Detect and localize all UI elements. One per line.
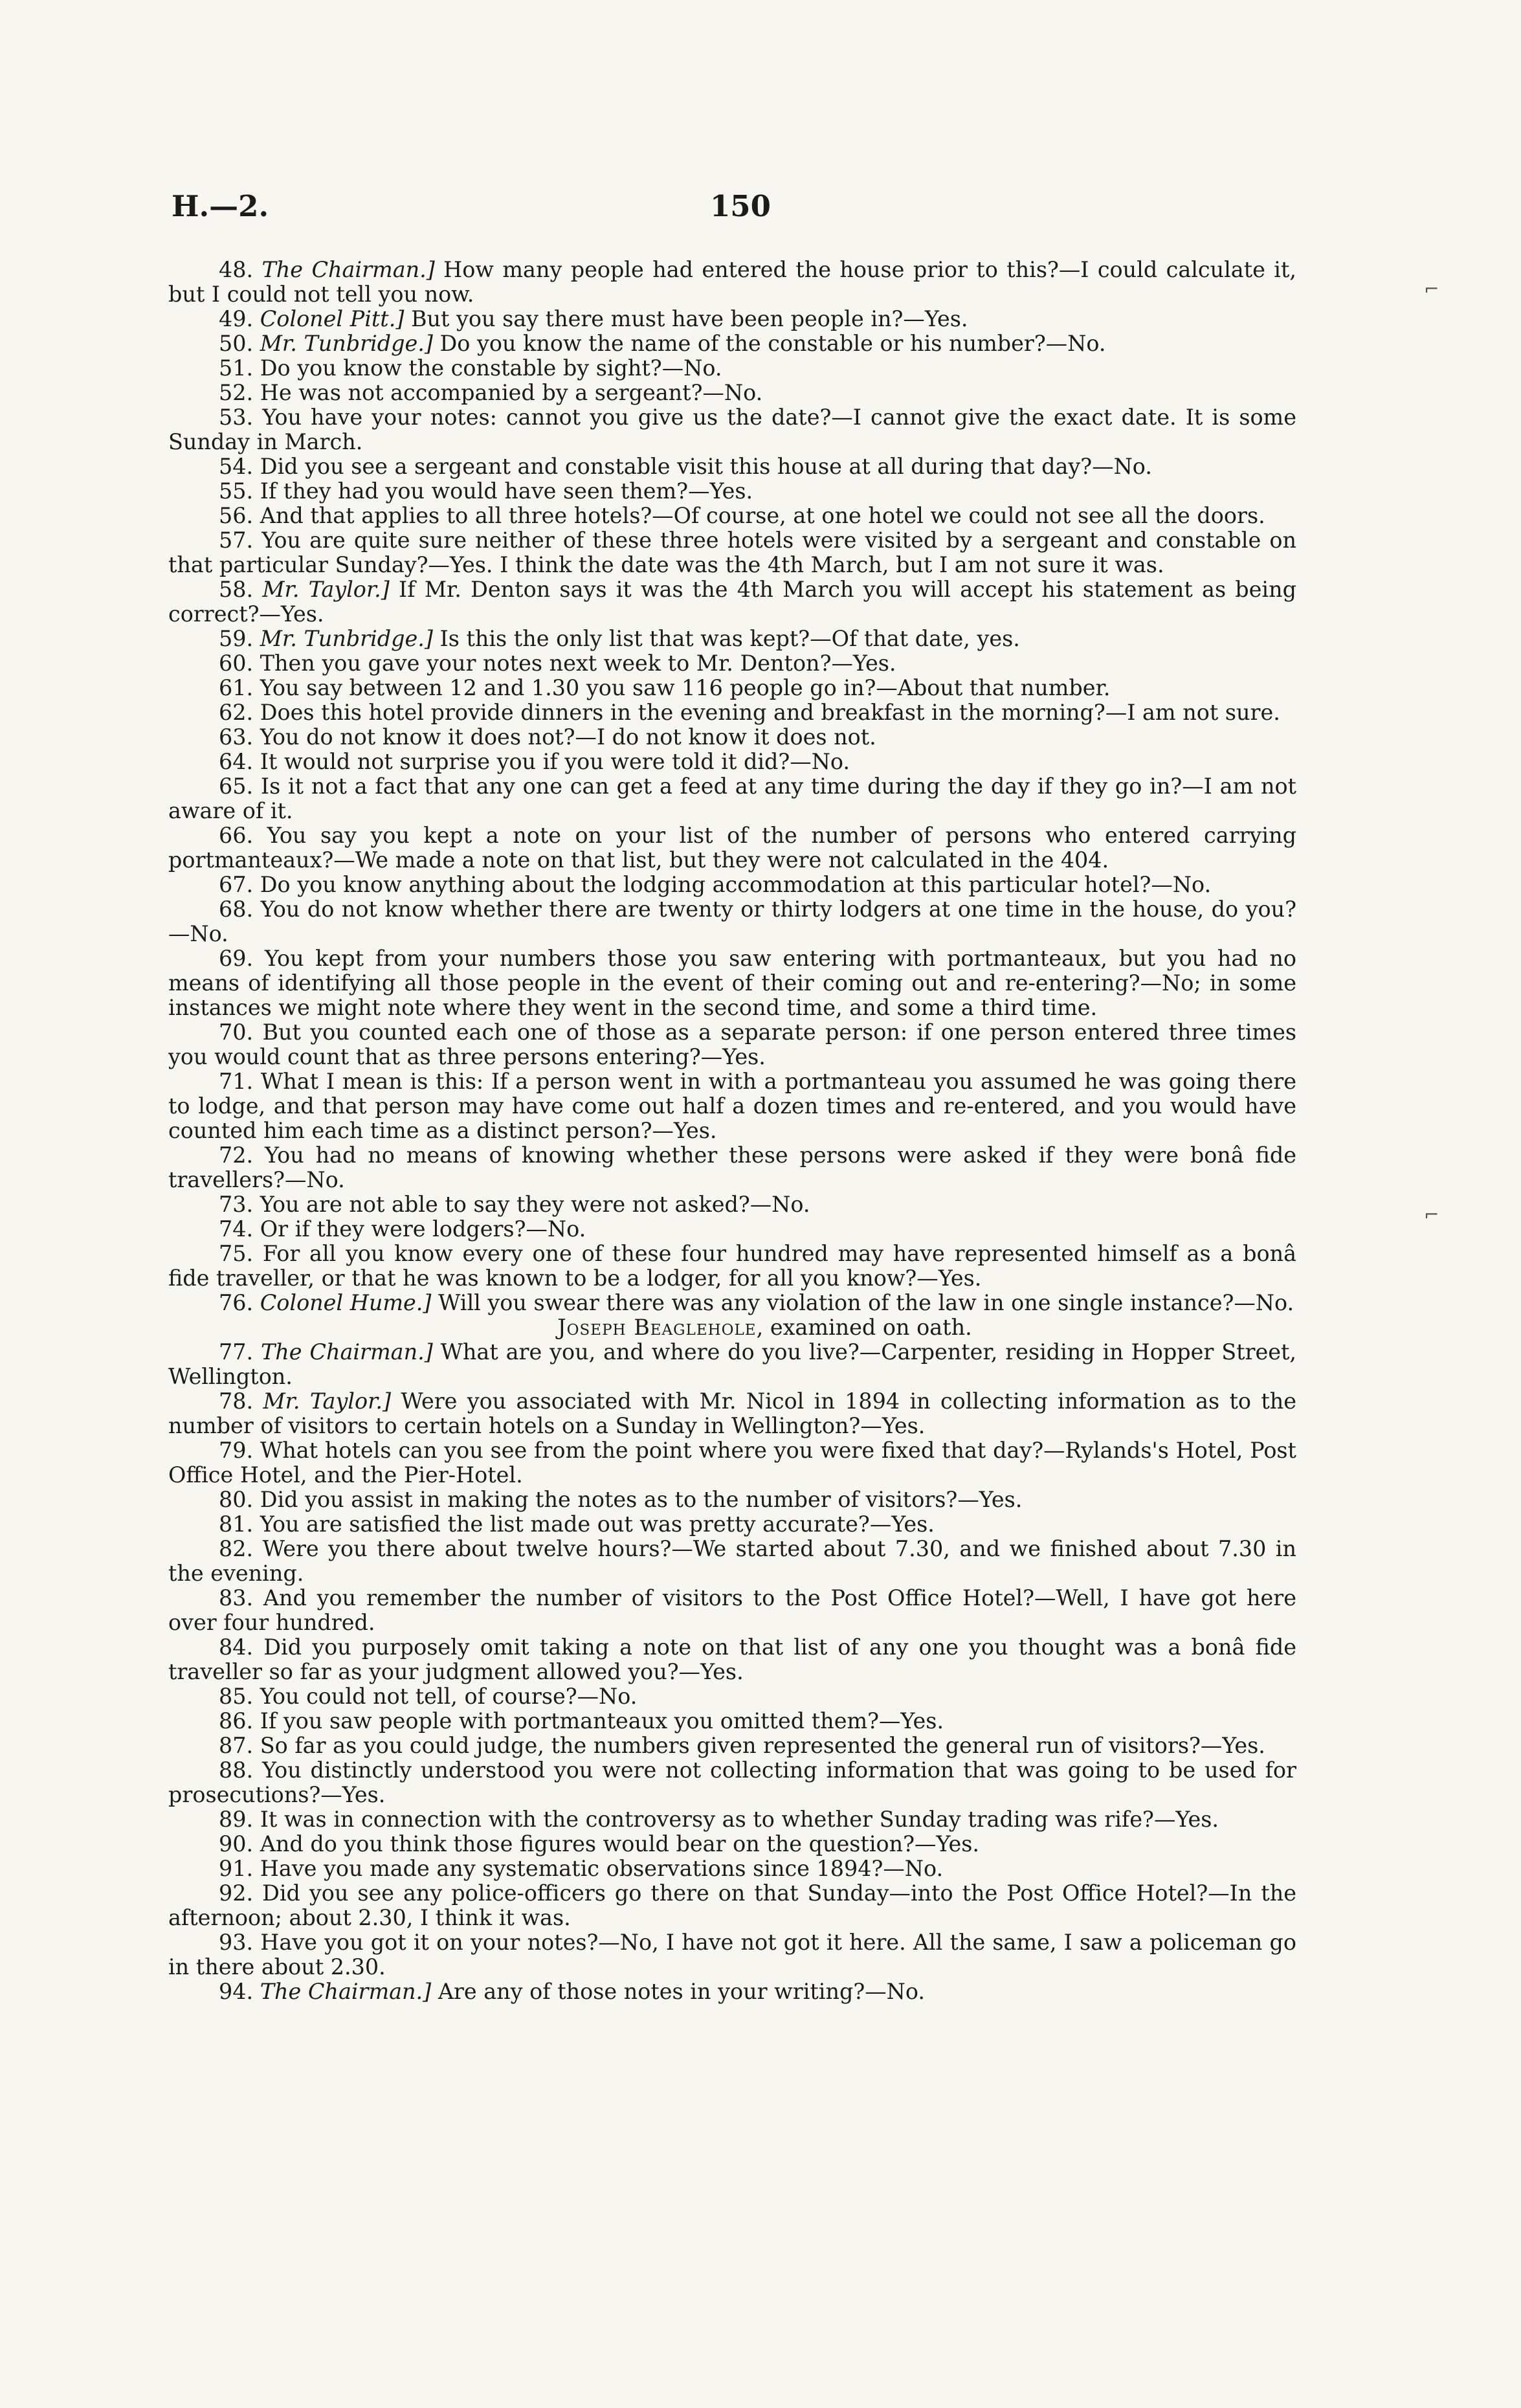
question-number: 77.	[219, 1339, 254, 1365]
question-text: Or if they were lodgers?—No.	[260, 1216, 586, 1242]
question-text: Do you know the name of the constable or his number?—No.	[432, 331, 1106, 356]
question-number: 53.	[219, 405, 254, 430]
question-answer	[168, 1856, 1296, 1881]
question-number: 48.	[219, 257, 254, 282]
question-text: You do not know whether there are twenty or thirty lodgers at one time in the house, do you?—No.	[168, 897, 1296, 946]
question-answer	[168, 331, 1296, 356]
question-text: Then you gave your notes next week to Mr. Denton?—Yes.	[260, 651, 896, 676]
question-answer	[168, 700, 1296, 725]
question-number: 50.	[219, 331, 254, 356]
speaker-name: The Chairman.]	[261, 257, 435, 282]
question-answer	[168, 479, 1296, 504]
question-text: Did you assist in making the notes as to the number of visitors?—Yes.	[260, 1487, 1023, 1512]
question-number: 58.	[219, 577, 254, 602]
question-answer	[168, 651, 1296, 676]
question-text: Is it not a fact that any one can get a feed at any time during the day if they go in?—I am not aware of it.	[168, 774, 1296, 823]
question-answer	[168, 627, 1296, 651]
question-number: 83.	[219, 1585, 254, 1611]
question-text: If they had you would have seen them?—Yes.	[260, 478, 753, 504]
question-text: It was in connection with the controversy as to whether Sunday trading was rife?—Yes.	[260, 1807, 1219, 1832]
question-number: 68.	[219, 897, 254, 922]
question-number: 93.	[219, 1930, 254, 1955]
questions-list	[168, 1340, 1296, 2004]
questions-list	[168, 258, 1296, 1315]
question-text: You are quite sure neither of these three hotels were visited by a sergeant and constable on that particular Sunday?—Yes. I think the date was the 4th March, but I am not sure it was.	[168, 528, 1296, 577]
question-number: 81.	[219, 1511, 254, 1537]
question-number: 70.	[219, 1020, 254, 1045]
question-number: 94.	[219, 1979, 254, 2004]
question-answer	[168, 873, 1296, 897]
question-text: You distinctly understood you were not collecting information that was going to be used for prosecutions?—Yes.	[168, 1757, 1296, 1807]
witness-heading-suffix: , examined on oath.	[756, 1315, 972, 1340]
question-text: Did you see any police-officers go there on that Sunday—into the Post Office Hotel?—In the afternoon; about 2.30, I think it was.	[168, 1880, 1296, 1930]
page-number: 150	[710, 189, 771, 223]
question-answer	[168, 1758, 1296, 1807]
question-number: 90.	[219, 1831, 254, 1856]
question-text: And you remember the number of visitors to the Post Office Hotel?—Well, I have got here over four hundred.	[168, 1585, 1296, 1635]
question-text: Did you see a sergeant and constable visit this house at all during that day?—No.	[260, 454, 1152, 479]
speaker-name: The Chairman.]	[261, 1339, 433, 1365]
question-number: 67.	[219, 872, 254, 897]
question-text: Do you know the constable by sight?—No.	[260, 355, 722, 381]
question-answer	[168, 1217, 1296, 1242]
question-number: 73.	[219, 1192, 254, 1217]
question-number: 82.	[219, 1536, 254, 1561]
question-answer	[168, 405, 1296, 454]
question-text: Were you there about twelve hours?—We started about 7.30, and we finished about 7.30 in the evening.	[168, 1536, 1296, 1586]
question-answer	[168, 823, 1296, 873]
question-answer	[168, 1143, 1296, 1192]
question-answer	[168, 1242, 1296, 1291]
question-text: So far as you could judge, the numbers given represented the general run of visitors?—Yes.	[260, 1733, 1265, 1758]
margin-mark: ⌐	[1424, 278, 1439, 300]
speaker-name: Mr. Taylor.]	[263, 1388, 392, 1414]
question-number: 71.	[219, 1069, 254, 1094]
question-answer	[168, 1537, 1296, 1586]
question-number: 78.	[219, 1388, 254, 1414]
question-text: But you counted each one of those as a separate person: if one person entered three times you would count that as three persons entering?—Yes.	[168, 1020, 1296, 1069]
question-text: You have your notes: cannot you give us the date?—I cannot give the exact date. It is some Sunday in March.	[168, 405, 1296, 454]
question-text: You say between 12 and 1.30 you saw 116 people go in?—About that number.	[260, 675, 1111, 700]
question-answer	[168, 750, 1296, 774]
question-text: Will you swear there was any violation of the law in one single instance?—No.	[431, 1290, 1294, 1315]
question-text: What hotels can you see from the point where you were fixed that day?—Rylands's Hotel, Post Office Hotel, and the Pier-Hotel.	[168, 1438, 1296, 1488]
question-number: 92.	[219, 1880, 254, 1906]
question-number: 52.	[219, 380, 254, 405]
question-answer	[168, 1340, 1296, 1389]
question-text: You do not know it does not?—I do not know it does not.	[260, 724, 876, 750]
question-answer	[168, 381, 1296, 405]
question-answer	[168, 1734, 1296, 1758]
question-number: 54.	[219, 454, 254, 479]
question-answer	[168, 1438, 1296, 1488]
question-answer	[168, 1635, 1296, 1684]
question-number: 55.	[219, 478, 254, 504]
question-text: Are any of those notes in your writing?—No.	[431, 1979, 925, 2004]
question-answer	[168, 1069, 1296, 1143]
question-text: What are you, and where do you live?—Carpenter, residing in Hopper Street, Wellington.	[168, 1339, 1297, 1389]
question-text: Does this hotel provide dinners in the evening and breakfast in the morning?—I am not sure.	[260, 700, 1280, 725]
question-answer	[168, 897, 1296, 946]
question-number: 87.	[219, 1733, 254, 1758]
speaker-name: Mr. Taylor.]	[262, 577, 390, 602]
question-number: 80.	[219, 1487, 254, 1512]
question-text: How many people had entered the house prior to this?—I could calculate it, but I could not tell you now.	[168, 257, 1296, 307]
question-answer	[168, 1684, 1296, 1709]
page-header	[172, 189, 1304, 228]
witness-name: Joseph Beaglehole	[557, 1315, 757, 1340]
question-answer	[168, 946, 1296, 1020]
question-number: 79.	[219, 1438, 254, 1463]
question-number: 69.	[219, 946, 254, 971]
question-answer	[168, 1881, 1296, 1930]
question-answer	[168, 1930, 1296, 1979]
question-text: If Mr. Denton says it was the 4th March you will accept his statement as being correct?—Yes.	[168, 577, 1296, 627]
question-number: 62.	[219, 700, 254, 725]
question-number: 75.	[219, 1241, 254, 1266]
question-text: He was not accompanied by a sergeant?—No.	[260, 380, 763, 405]
question-number: 72.	[219, 1143, 254, 1168]
question-answer	[168, 1020, 1296, 1069]
speaker-name: Colonel Pitt.]	[260, 306, 405, 331]
speaker-name: The Chairman.]	[260, 1979, 432, 2004]
question-number: 74.	[219, 1216, 254, 1242]
question-answer	[168, 1488, 1296, 1512]
question-answer	[168, 1192, 1296, 1217]
question-answer	[168, 774, 1296, 823]
question-text: But you say there must have been people in?—Yes.	[404, 306, 968, 331]
question-answer	[168, 356, 1296, 381]
question-text: Were you associated with Mr. Nicol in 1894 in collecting information as to the number of visitors to certain hotels on a Sunday in Wellington?—Yes.	[168, 1388, 1296, 1438]
question-text: Is this the only list that was kept?—Of that date, yes.	[432, 626, 1020, 651]
question-answer	[168, 725, 1296, 750]
question-answer	[168, 1512, 1296, 1537]
question-answer	[168, 1389, 1296, 1438]
question-answer	[168, 528, 1296, 577]
question-answer	[168, 1807, 1296, 1832]
question-answer	[168, 307, 1296, 331]
question-answer	[168, 258, 1296, 307]
witness-heading	[168, 1315, 1296, 1340]
question-number: 66.	[219, 823, 254, 848]
question-number: 86.	[219, 1708, 254, 1734]
question-text: You are not able to say they were not asked?—No.	[260, 1192, 810, 1217]
question-text: Have you got it on your notes?—No, I have not got it here. All the same, I saw a policeman go in there about 2.30.	[168, 1930, 1296, 1979]
question-answer	[168, 1709, 1296, 1734]
question-answer	[168, 676, 1296, 700]
question-number: 76.	[219, 1290, 254, 1315]
question-answer	[168, 1586, 1296, 1635]
question-answer	[168, 577, 1296, 627]
question-number: 88.	[219, 1757, 254, 1783]
question-text: You kept from your numbers those you saw entering with portmanteaux, but you had no means of identifying all those people in the event of their coming out and re-entering?—No; in some instances we might note where they went in the second time, and some a third time.	[168, 946, 1296, 1020]
question-text: What I mean is this: If a person went in with a portmanteau you assumed he was going there to lodge, and that person may have come out half a dozen times and re-entered, and you would have counted him each time as a distinct person?—Yes.	[168, 1069, 1296, 1143]
speaker-name: Mr. Tunbridge.]	[260, 626, 433, 651]
question-number: 64.	[219, 749, 254, 774]
question-number: 56.	[219, 503, 254, 528]
question-number: 61.	[219, 675, 254, 700]
question-number: 60.	[219, 651, 254, 676]
question-text: You had no means of knowing whether these persons were asked if they were bonâ fide travellers?—No.	[168, 1143, 1296, 1192]
question-text: Have you made any systematic observations since 1894?—No.	[260, 1856, 944, 1881]
question-number: 89.	[219, 1807, 254, 1832]
question-number: 84.	[219, 1634, 254, 1660]
testimony-body	[168, 258, 1296, 2004]
question-answer	[168, 1832, 1296, 1856]
question-number: 63.	[219, 724, 254, 750]
question-text: Did you purposely omit taking a note on that list of any one you thought was a bonâ fide traveller so far as your judgment allowed you?—Yes.	[168, 1634, 1296, 1684]
question-number: 51.	[219, 355, 254, 381]
question-text: For all you know every one of these four hundred may have represented himself as a bonâ fide traveller, or that he was known to be a lodger, for all you know?—Yes.	[168, 1241, 1296, 1291]
question-text: If you saw people with portmanteaux you omitted them?—Yes.	[260, 1708, 944, 1734]
question-number: 85.	[219, 1684, 254, 1709]
question-text: And that applies to all three hotels?—Of course, at one hotel we could not see all the doors.	[260, 503, 1265, 528]
question-text: It would not surprise you if you were told it did?—No.	[260, 749, 850, 774]
question-answer	[168, 1291, 1296, 1315]
speaker-name: Mr. Tunbridge.]	[260, 331, 433, 356]
question-text: Do you know anything about the lodging accommodation at this particular hotel?—No.	[260, 872, 1212, 897]
question-text: You are satisfied the list made out was pretty accurate?—Yes.	[260, 1511, 935, 1537]
question-number: 59.	[219, 626, 254, 651]
question-answer	[168, 1979, 1296, 2004]
question-number: 49.	[219, 306, 254, 331]
question-number: 65.	[219, 774, 254, 799]
question-answer	[168, 504, 1296, 528]
speaker-name: Colonel Hume.]	[260, 1290, 432, 1315]
question-text: And do you think those figures would bear on the question?—Yes.	[260, 1831, 980, 1856]
document-reference: H.—2.	[172, 189, 269, 223]
question-text: You could not tell, of course?—No.	[260, 1684, 638, 1709]
question-number: 57.	[219, 528, 254, 553]
margin-mark: ⌐	[1424, 1204, 1439, 1225]
question-answer	[168, 454, 1296, 479]
question-text: You say you kept a note on your list of the number of persons who entered carrying portmanteaux?—We made a note on that list, but they were not calculated in the 404.	[168, 823, 1296, 873]
question-number: 91.	[219, 1856, 254, 1881]
